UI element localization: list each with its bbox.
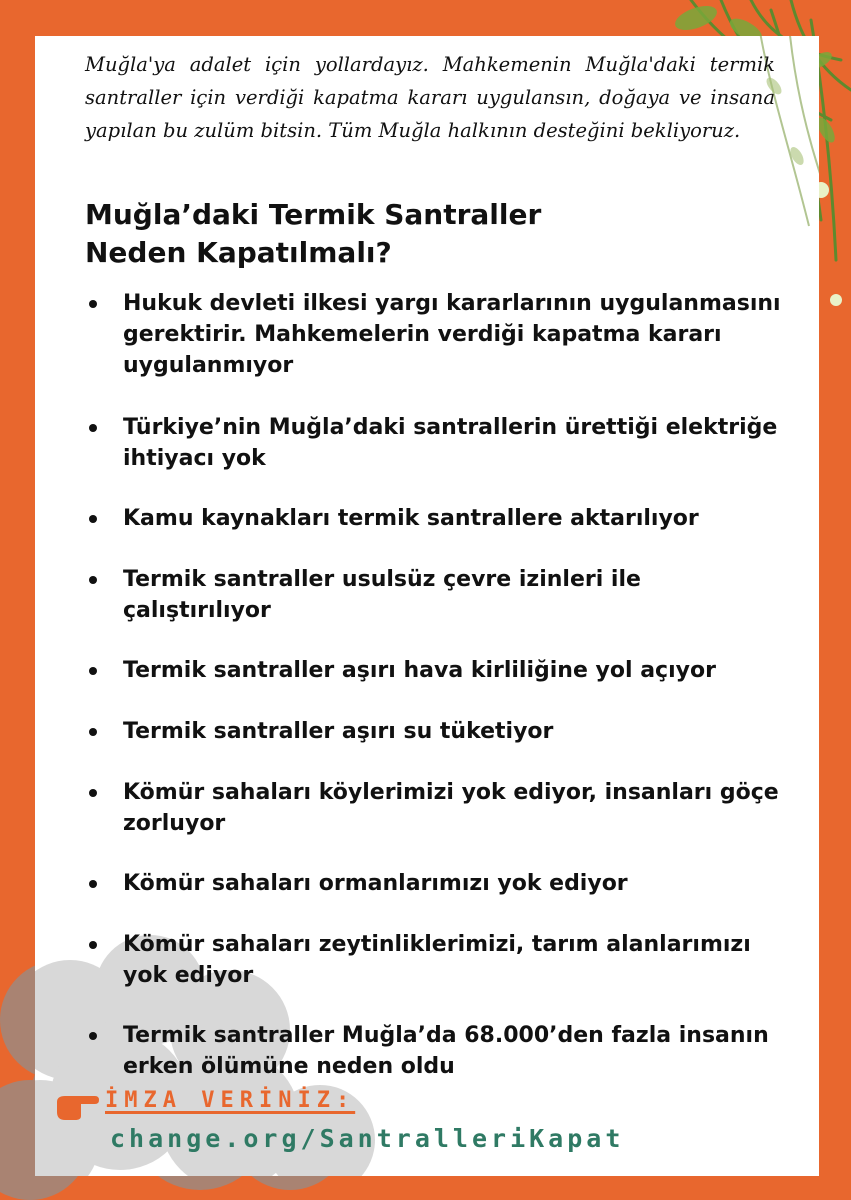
title-line-2: Neden Kapatılmalı? bbox=[85, 236, 392, 269]
list-item: Kamu kaynakları termik santrallere aktarılıyor bbox=[85, 503, 785, 534]
title-line-1: Muğla’daki Termik Santraller bbox=[85, 198, 542, 231]
list-item: Termik santraller aşırı su tüketiyor bbox=[85, 716, 785, 747]
list-item: Türkiye’nin Muğla’daki santrallerin ürettiği elektriğe ihtiyacı yok bbox=[85, 412, 785, 474]
bullet-icon bbox=[89, 576, 97, 584]
list-item: Kömür sahaları köylerimizi yok ediyor, insanları göçe zorluyor bbox=[85, 777, 785, 839]
intro-paragraph: Muğla'ya adalet için yollardayız. Mahkemenin Muğla'daki termik santraller için verdiği kapatma kararı uygulansın, doğaya ve insana yapılan bu zulüm bitsin. Tüm Muğla halkının desteğini bekliyoruz. bbox=[85, 53, 775, 142]
bullet-icon bbox=[89, 300, 97, 308]
page-title bbox=[85, 196, 765, 272]
pointing-hand-icon bbox=[55, 1092, 99, 1120]
list-item: Hukuk devleti ilkesi yargı kararlarının uygulanmasını gerektirir. Mahkemelerin verdiği kapatma kararı uygulanmıyor bbox=[85, 288, 785, 381]
list-item: Termik santraller usulsüz çevre izinleri ile çalıştırılıyor bbox=[85, 564, 785, 626]
info-card bbox=[35, 36, 819, 1176]
bullet-icon bbox=[89, 667, 97, 675]
petition-link[interactable]: change.org/SantralleriKapat bbox=[110, 1124, 625, 1153]
bullet-icon bbox=[89, 941, 97, 949]
bullet-icon bbox=[89, 515, 97, 523]
sign-label: İMZA VERİNİZ: bbox=[105, 1088, 356, 1113]
bullet-icon bbox=[89, 728, 97, 736]
bullet-icon bbox=[89, 424, 97, 432]
list-item: Termik santraller aşırı hava kirliliğine yol açıyor bbox=[85, 655, 785, 686]
list-item: Kömür sahaları ormanlarımızı yok ediyor bbox=[85, 868, 785, 899]
bullet-icon bbox=[89, 789, 97, 797]
list-item: Kömür sahaları zeytinliklerimizi, tarım alanlarımızı yok ediyor bbox=[85, 929, 785, 991]
bullet-icon bbox=[89, 880, 97, 888]
bullet-icon bbox=[89, 1032, 97, 1040]
list-item: Termik santraller Muğla’da 68.000’den fazla insanın erken ölümüne neden oldu bbox=[85, 1020, 785, 1082]
